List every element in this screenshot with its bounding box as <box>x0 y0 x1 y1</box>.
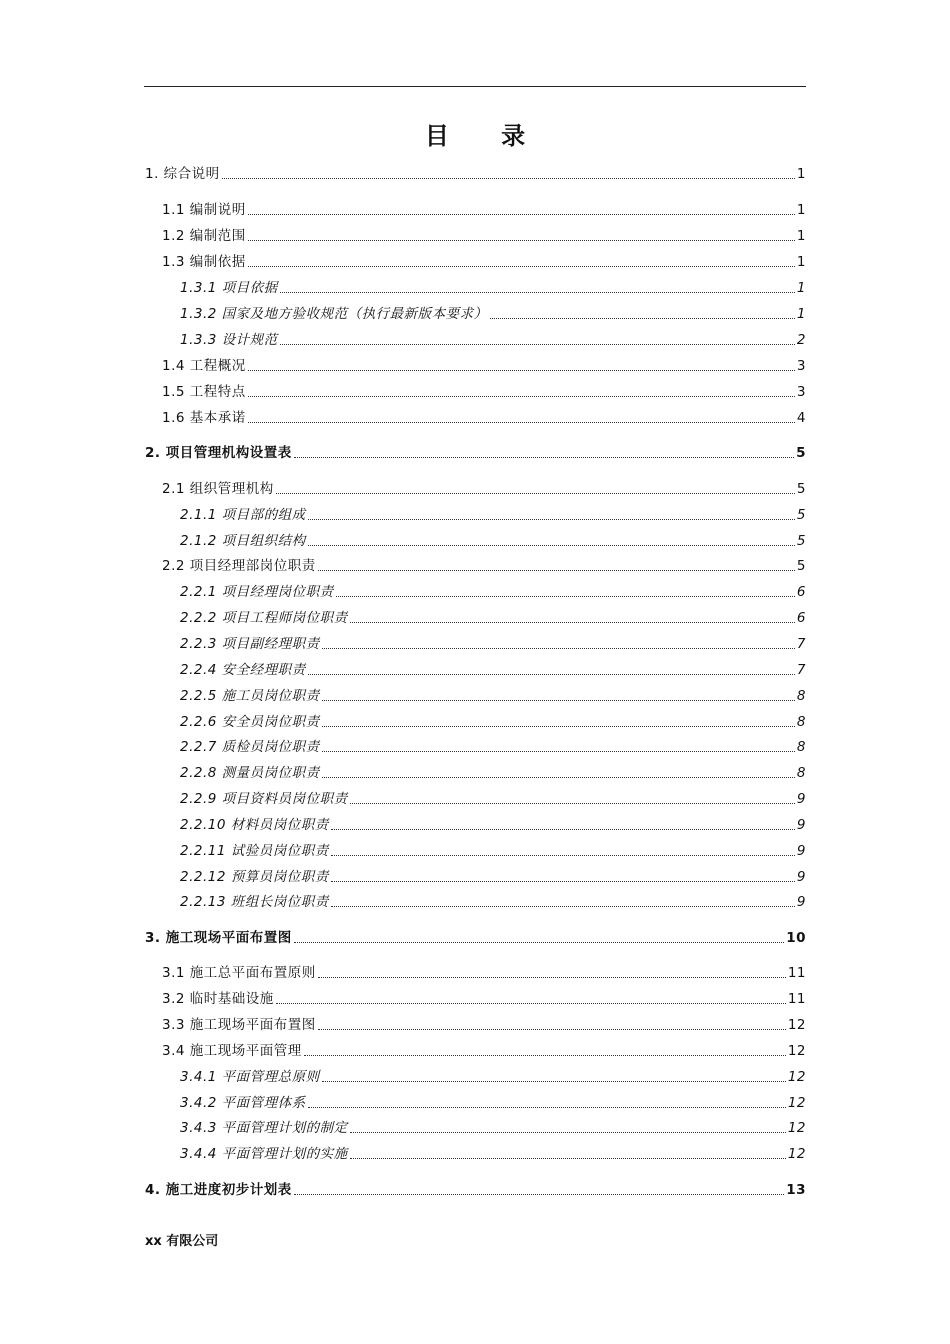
toc-entry-label: 1.3.1 项目依据 <box>180 280 278 296</box>
toc-entry-label: 2.2.11 试验员岗位职责 <box>180 843 329 859</box>
toc-entry-page-number: 13 <box>786 1182 806 1198</box>
toc-entry-label: 2.2.1 项目经理岗位职责 <box>180 584 334 600</box>
toc-entry-page-number: 9 <box>796 894 806 910</box>
dot-leader <box>350 1158 786 1159</box>
toc-entry-page-number: 4 <box>796 410 806 426</box>
dot-leader <box>276 493 795 494</box>
company-footer: xx 有限公司 <box>145 1234 219 1249</box>
toc-entry-page-number: 12 <box>787 1043 806 1059</box>
toc-entry[interactable] <box>0 763 806 783</box>
dot-leader <box>276 1003 786 1004</box>
toc-entry[interactable] <box>0 382 806 402</box>
dot-leader <box>322 1081 786 1082</box>
toc-entry-page-number: 9 <box>796 791 806 807</box>
header-rule <box>144 86 806 87</box>
toc-entry-page-number: 5 <box>796 481 806 497</box>
toc-entry-page-number: 12 <box>787 1017 806 1033</box>
dot-leader <box>322 751 795 752</box>
toc-entry-page-number: 1 <box>796 254 806 270</box>
dot-leader <box>350 622 795 623</box>
toc-entry[interactable] <box>0 815 806 835</box>
toc-entry-label: 2.2.6 安全员岗位职责 <box>180 714 320 730</box>
toc-entry[interactable] <box>0 1041 806 1061</box>
toc-entry-label: 2.2.7 质检员岗位职责 <box>180 739 320 755</box>
toc-entry-label: 1.4 工程概况 <box>162 358 246 374</box>
toc-entry[interactable] <box>0 1067 806 1087</box>
toc-entry-page-number: 10 <box>786 930 806 946</box>
toc-entry-label: 3.3 施工现场平面布置图 <box>162 1017 316 1033</box>
toc-entry-label: 1.6 基本承诺 <box>162 410 246 426</box>
toc-entry-label: 1. 综合说明 <box>145 166 220 182</box>
dot-leader <box>322 777 795 778</box>
dot-leader <box>280 292 795 293</box>
toc-entry-page-number: 7 <box>796 636 806 652</box>
toc-entry-page-number: 6 <box>796 610 806 626</box>
dot-leader <box>331 906 795 907</box>
dot-leader <box>248 422 795 423</box>
toc-entry[interactable] <box>0 479 806 499</box>
dot-leader <box>294 457 794 458</box>
dot-leader <box>331 881 795 882</box>
toc-entry[interactable] <box>0 737 806 757</box>
dot-leader <box>248 214 795 215</box>
dot-leader <box>248 370 795 371</box>
dot-leader <box>308 674 795 675</box>
toc-entry-page-number: 8 <box>796 714 806 730</box>
toc-entry[interactable] <box>0 356 806 376</box>
toc-entry[interactable] <box>0 841 806 861</box>
toc-entry[interactable] <box>0 408 806 428</box>
toc-entry-label: 3.4.1 平面管理总原则 <box>180 1069 320 1085</box>
toc-entry-label: 4. 施工进度初步计划表 <box>145 1182 292 1198</box>
dot-leader <box>304 1055 786 1056</box>
toc-entry-label: 3.4.3 平面管理计划的制定 <box>180 1120 348 1136</box>
dot-leader <box>350 1132 786 1133</box>
toc-entry-page-number: 1 <box>796 228 806 244</box>
dot-leader <box>490 318 795 319</box>
toc-entry[interactable] <box>0 582 806 602</box>
dot-leader <box>294 1194 784 1195</box>
toc-entry-page-number: 5 <box>796 558 806 574</box>
toc-entry-label: 2.2.9 项目资料员岗位职责 <box>180 791 348 807</box>
dot-leader <box>248 240 795 241</box>
toc-entry[interactable] <box>0 1118 806 1138</box>
toc-entry-page-number: 8 <box>796 765 806 781</box>
toc-entry[interactable] <box>0 164 806 184</box>
toc-entry-label: 1.1 编制说明 <box>162 202 246 218</box>
toc-entry-page-number: 3 <box>796 384 806 400</box>
toc-entry-label: 1.3.2 国家及地方验收规范（执行最新版本要求） <box>180 306 488 322</box>
toc-entry-label: 3.4.4 平面管理计划的实施 <box>180 1146 348 1162</box>
dot-leader <box>318 1029 786 1030</box>
toc-entry[interactable] <box>0 443 806 463</box>
toc-entry[interactable] <box>0 1180 806 1200</box>
toc-entry[interactable] <box>0 278 806 298</box>
dot-leader <box>308 519 795 520</box>
toc-entry[interactable] <box>0 200 806 220</box>
toc-entry[interactable] <box>0 989 806 1009</box>
toc-entry-page-number: 1 <box>796 166 806 182</box>
dot-leader <box>336 596 795 597</box>
dot-leader <box>331 829 795 830</box>
toc-entry[interactable] <box>0 867 806 887</box>
toc-entry-label: 1.3 编制依据 <box>162 254 246 270</box>
toc-entry-page-number: 7 <box>796 662 806 678</box>
toc-entry-page-number: 12 <box>787 1095 806 1111</box>
toc-entry-label: 3. 施工现场平面布置图 <box>145 930 292 946</box>
dot-leader <box>322 700 795 701</box>
toc-entry-label: 2.1.2 项目组织结构 <box>180 533 306 549</box>
dot-leader <box>308 545 795 546</box>
toc-entry-label: 2.2.10 材料员岗位职责 <box>180 817 329 833</box>
toc-entry[interactable] <box>0 634 806 654</box>
toc-entry[interactable] <box>0 556 806 576</box>
dot-leader <box>322 648 795 649</box>
toc-entry[interactable] <box>0 1015 806 1035</box>
toc-entry-page-number: 9 <box>796 869 806 885</box>
toc-entry-label: 3.4.2 平面管理体系 <box>180 1095 306 1111</box>
toc-entry-label: 1.3.3 设计规范 <box>180 332 278 348</box>
dot-leader <box>322 726 795 727</box>
toc-entry[interactable] <box>0 928 806 948</box>
toc-entry-page-number: 11 <box>787 965 806 981</box>
dot-leader <box>294 942 784 943</box>
dot-leader <box>350 803 795 804</box>
toc-entry[interactable] <box>0 686 806 706</box>
toc-entry[interactable] <box>0 1144 806 1164</box>
toc-entry-label: 2.1 组织管理机构 <box>162 481 274 497</box>
dot-leader <box>308 1107 786 1108</box>
toc-entry-page-number: 5 <box>796 533 806 549</box>
toc-entry-label: 3.1 施工总平面布置原则 <box>162 965 316 981</box>
toc-entry-label: 2.2.12 预算员岗位职责 <box>180 869 329 885</box>
toc-entry-label: 2.2.3 项目副经理职责 <box>180 636 320 652</box>
toc-entry-page-number: 3 <box>796 358 806 374</box>
toc-entry-page-number: 1 <box>796 280 806 296</box>
toc-entry[interactable] <box>0 252 806 272</box>
toc-entry-page-number: 5 <box>796 445 806 461</box>
toc-entry[interactable] <box>0 304 806 324</box>
toc-entry-page-number: 12 <box>787 1146 806 1162</box>
dot-leader <box>318 570 795 571</box>
dot-leader <box>280 344 795 345</box>
toc-entry[interactable] <box>0 330 806 350</box>
toc-entry[interactable] <box>0 608 806 628</box>
dot-leader <box>318 977 786 978</box>
toc-entry-page-number: 5 <box>796 507 806 523</box>
toc-entry-label: 2.2.2 项目工程师岗位职责 <box>180 610 348 626</box>
toc-entry-label: 2.2 项目经理部岗位职责 <box>162 558 316 574</box>
toc-entry-label: 2.1.1 项目部的组成 <box>180 507 306 523</box>
toc-entry-label: 2. 项目管理机构设置表 <box>145 445 292 461</box>
toc-entry-label: 2.2.5 施工员岗位职责 <box>180 688 320 704</box>
toc-entry-page-number: 8 <box>796 739 806 755</box>
toc-entry-page-number: 9 <box>796 817 806 833</box>
toc-entry-page-number: 8 <box>796 688 806 704</box>
toc-entry-label: 2.2.13 班组长岗位职责 <box>180 894 329 910</box>
toc-entry-label: 1.5 工程特点 <box>162 384 246 400</box>
toc-entry[interactable] <box>0 789 806 809</box>
dot-leader <box>248 396 795 397</box>
toc-entry-label: 2.2.8 测量员岗位职责 <box>180 765 320 781</box>
toc-entry[interactable] <box>0 892 806 912</box>
toc-entry[interactable] <box>0 660 806 680</box>
toc-entry[interactable] <box>0 712 806 732</box>
toc-entry-label: 1.2 编制范围 <box>162 228 246 244</box>
toc-entry-label: 2.2.4 安全经理职责 <box>180 662 306 678</box>
toc-entry-page-number: 11 <box>787 991 806 1007</box>
toc-entry-page-number: 1 <box>796 306 806 322</box>
toc-entry-label: 3.2 临时基础设施 <box>162 991 274 1007</box>
toc-entry-page-number: 9 <box>796 843 806 859</box>
toc-entry[interactable] <box>0 963 806 983</box>
toc-entry-page-number: 12 <box>787 1069 806 1085</box>
toc-entry-label: 3.4 施工现场平面管理 <box>162 1043 302 1059</box>
toc-entry-page-number: 2 <box>796 332 806 348</box>
dot-leader <box>331 855 795 856</box>
dot-leader <box>248 266 795 267</box>
toc-entry-page-number: 1 <box>796 202 806 218</box>
toc-entry-page-number: 6 <box>796 584 806 600</box>
toc-title: 目 录 <box>424 122 548 150</box>
toc-entry[interactable] <box>0 226 806 246</box>
toc-entry[interactable] <box>0 505 806 525</box>
dot-leader <box>222 178 795 179</box>
toc-entry-page-number: 12 <box>787 1120 806 1136</box>
toc-entry[interactable] <box>0 1093 806 1113</box>
toc-entry[interactable] <box>0 531 806 551</box>
